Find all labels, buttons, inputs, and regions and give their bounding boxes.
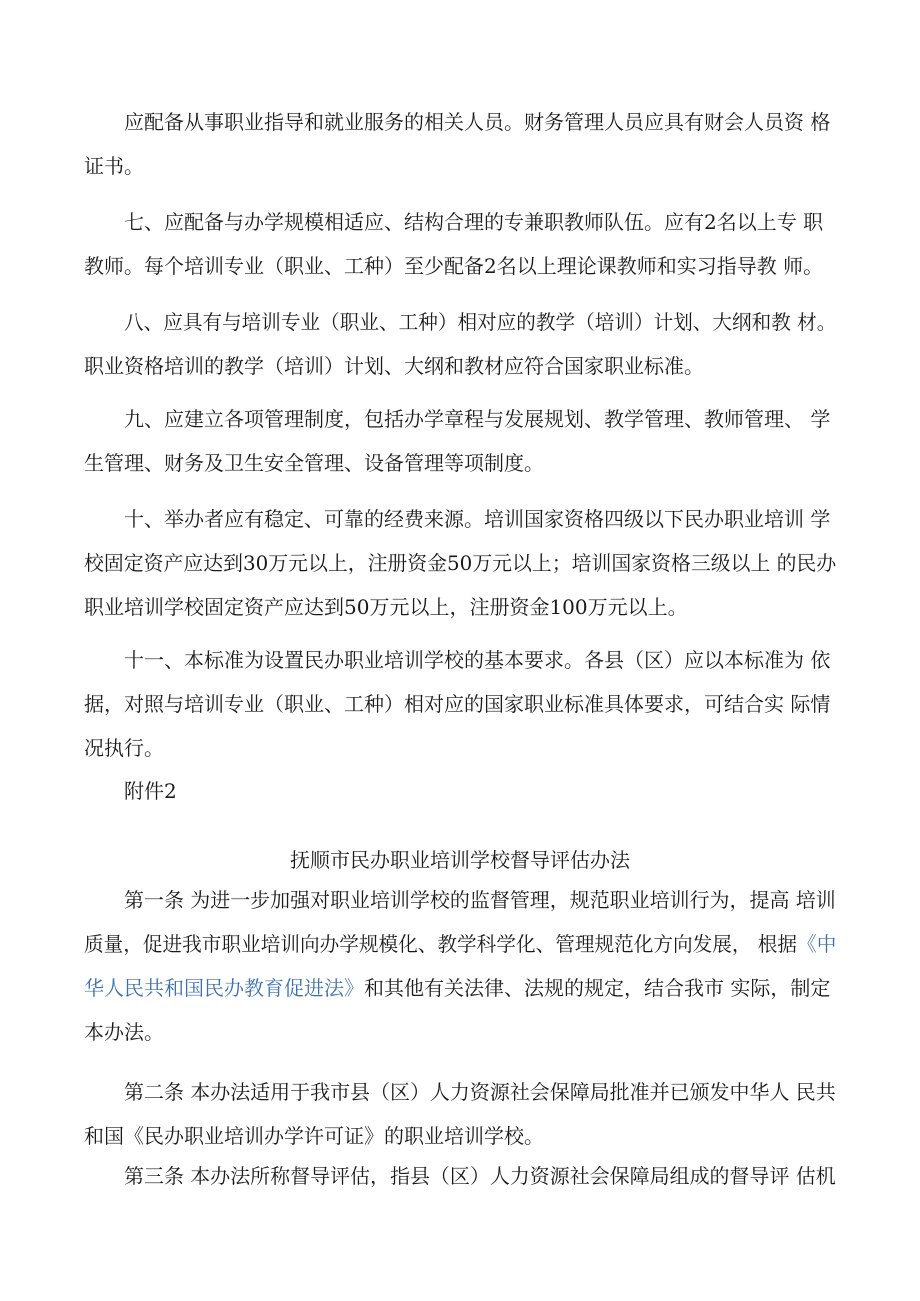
attachment-label: 附件2 (124, 779, 177, 803)
paragraph-10-line-2: 校固定资产应达到30万元以上，注册资金50万元以上；培训国家资格三级以上 的民办 (84, 551, 837, 575)
article-1-line-2-text: 质量，促进我市职业培训向办学规模化、教学科学化、管理规范化方向发展， 根据 (84, 932, 798, 956)
article-1-line-3-text: 和其他有关法律、法规的规定，结合我市 实际，制定 (364, 976, 831, 1000)
paragraph-10-line-1: 十、举办者应有稳定、可靠的经费来源。培训国家资格四级以下民办职业培训 学 (124, 507, 831, 531)
law-link-part-2[interactable]: 华人民共和国民办教育促进法》 (84, 976, 364, 1000)
paragraph-9-line-1: 九、应建立各项管理制度，包括办学章程与发展规划、教学管理、教师管理、 学 (124, 407, 831, 431)
paragraph-11-line-3: 况执行。 (84, 736, 164, 760)
paragraph-8-line-2: 职业资格培训的教学（培训）计划、大纲和教材应符合国家职业标准。 (84, 354, 704, 378)
article-2-line-2: 和国《民办职业培训办学许可证》的职业培训学校。 (84, 1124, 544, 1148)
article-1-line-2 (84, 930, 836, 958)
paragraph-staff-line-2: 证书。 (84, 154, 144, 178)
paragraph-7-line-2: 教师。每个培训专业（职业、工种）至少配备2名以上理论课教师和实习指导教 师。 (84, 254, 824, 278)
paragraph-11-line-1: 十一、本标准为设置民办职业培训学校的基本要求。各县（区）应以本标准为 依 (124, 648, 831, 672)
article-3-line-1: 第三条 本办法所称督导评估，指县（区）人力资源社会保障局组成的督导评 估机 (124, 1164, 836, 1188)
paragraph-10-line-3: 职业培训学校固定资产应达到50万元以上，注册资金100万元以上。 (84, 595, 688, 619)
paragraph-11-line-2: 据，对照与培训专业（职业、工种）相对应的国家职业标准具体要求，可结合实 际情 (84, 692, 831, 716)
law-link-part-1[interactable]: 《中 (797, 932, 837, 956)
article-1-line-3 (84, 974, 830, 1002)
paragraph-8-line-1: 八、应具有与培训专业（职业、工种）相对应的教学（培训）计划、大纲和教 材。 (124, 310, 837, 334)
article-1-line-1: 第一条 为进一步加强对职业培训学校的监督管理，规范职业培训行为，提高 培训 (124, 888, 836, 912)
section-title: 抚顺市民办职业培训学校督导评估办法 (290, 848, 630, 872)
article-1-line-4: 本办法。 (84, 1020, 164, 1044)
paragraph-7-line-1: 七、应配备与办学规模相适应、结构合理的专兼职教师队伍。应有2名以上专 职 (124, 210, 824, 234)
paragraph-staff-line-1: 应配备从事职业指导和就业服务的相关人员。财务管理人员应具有财会人员资 格 (124, 110, 831, 134)
article-2-line-1: 第二条 本办法适用于我市县（区）人力资源社会保障局批准并已颁发中华人 民共 (124, 1080, 836, 1104)
paragraph-9-line-2: 生管理、财务及卫生安全管理、设备管理等项制度。 (84, 451, 544, 475)
